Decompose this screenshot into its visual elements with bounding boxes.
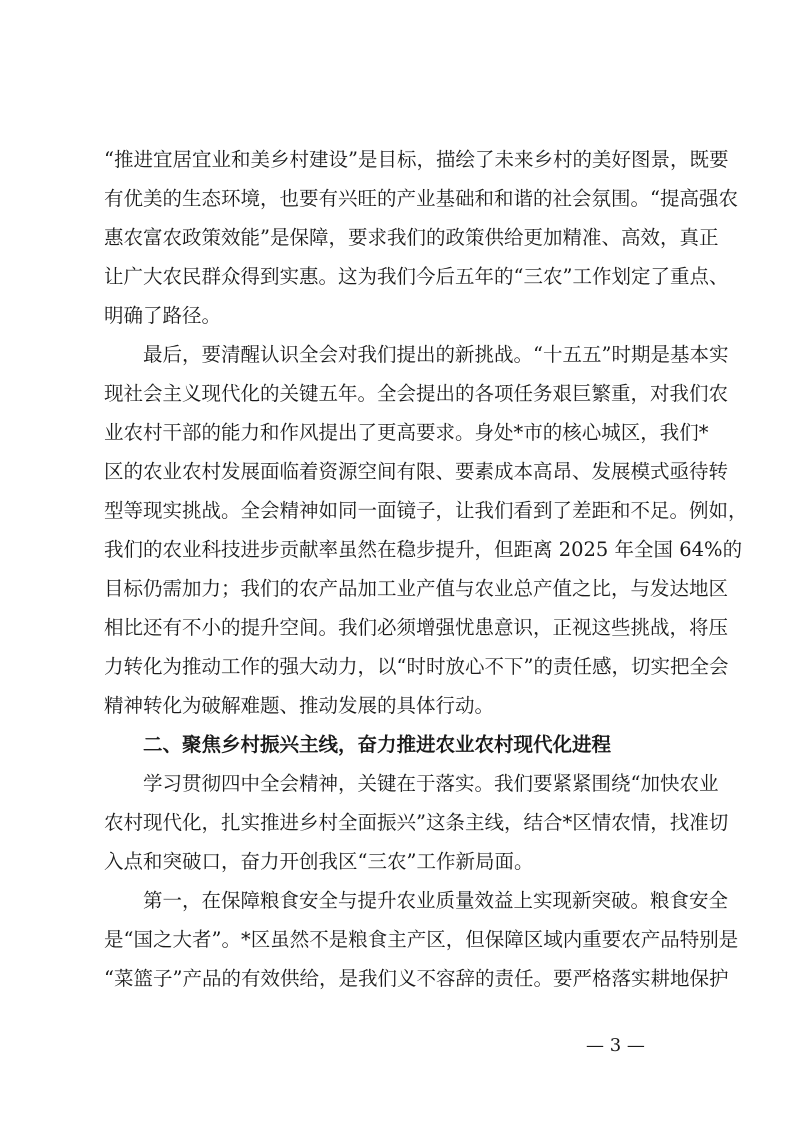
body-text-line: 让广大农民群众得到实惠。这为我们今后五年的“三农”工作划定了重点、 xyxy=(104,265,729,288)
body-text-line: 相比还有不小的提升空间。我们必须增强忧患意识，正视这些挑战，将压 xyxy=(104,616,729,639)
body-text-line: 现社会主义现代化的关键五年。全会提出的各项任务艰巨繁重，对我们农 xyxy=(104,382,729,405)
body-text-line: 惠农富农政策效能”是保障，要求我们的政策供给更加精准、高效，真正 xyxy=(104,226,719,249)
body-text-line: 力转化为推动工作的强大动力，以“时时放心不下”的责任感，切实把全会 xyxy=(104,655,729,678)
body-text-line: 业农村干部的能力和作风提出了更高要求。身处*市的核心城区，我们* xyxy=(104,421,709,444)
section-heading: 二、聚焦乡村振兴主线，奋力推进农业农村现代化进程 xyxy=(104,733,612,756)
body-text-line: “菜篮子”产品的有效供给，是我们义不容辞的责任。要严格落实耕地保护 xyxy=(104,967,729,990)
body-text-line: 农村现代化，扎实推进乡村全面振兴”这条主线，结合*区情农情，找准切 xyxy=(104,811,729,834)
page-number: — 3 — xyxy=(586,1035,645,1056)
body-text-line: 我们的农业科技进步贡献率虽然在稳步提升，但距离 2025 年全国 64%的 xyxy=(104,538,743,561)
body-text-line: 区的农业农村发展面临着资源空间有限、要素成本高昂、发展模式亟待转 xyxy=(104,460,729,483)
body-text-line: 是“国之大者”。*区虽然不是粮食主产区，但保障区域内重要农产品特别是 xyxy=(104,928,739,951)
body-text-line: 有优美的生态环境，也要有兴旺的产业基础和和谐的社会氛围。“提高强农 xyxy=(104,187,738,210)
body-text-line: 目标仍需加力；我们的农产品加工业产值与农业总产值之比，与发达地区 xyxy=(104,577,729,600)
body-text-line: “推进宜居宜业和美乡村建设”是目标，描绘了未来乡村的美好图景，既要 xyxy=(104,148,729,171)
paragraph-text-line: 最后，要清醒认识全会对我们提出的新挑战。“十五五”时期是基本实 xyxy=(104,343,729,366)
body-text-line: 明确了路径。 xyxy=(104,304,222,327)
paragraph-text-line: 学习贯彻四中全会精神，关键在于落实。我们要紧紧围绕“加快农业 xyxy=(104,772,719,795)
paragraph-text-line: 第一，在保障粮食安全与提升农业质量效益上实现新突破。粮食安全 xyxy=(104,889,729,912)
body-text-line: 入点和突破口，奋力开创我区“三农”工作新局面。 xyxy=(104,850,534,873)
body-text-line: 精神转化为破解难题、推动发展的具体行动。 xyxy=(104,694,495,717)
body-text-line: 型等现实挑战。全会精神如同一面镜子，让我们看到了差距和不足。例如， xyxy=(104,499,748,522)
